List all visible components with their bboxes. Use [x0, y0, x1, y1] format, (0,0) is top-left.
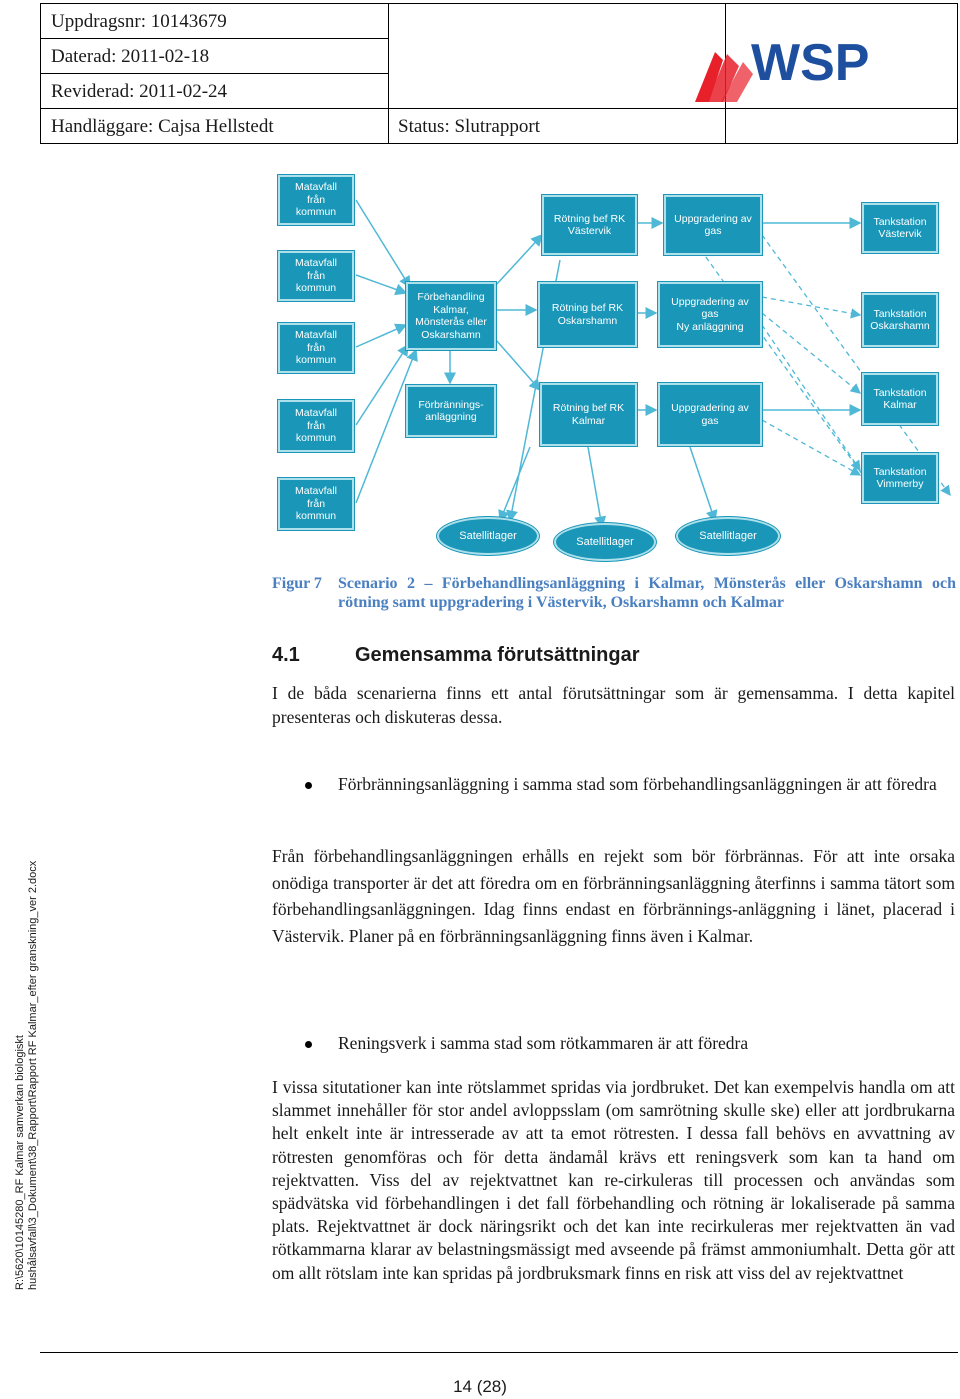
assignment-number: Uppdragsnr: 10143679	[51, 11, 227, 32]
handler-field: Handläggare: Cajsa Hellstedt	[51, 116, 274, 137]
footer-divider	[40, 1352, 958, 1353]
box-matavfall-1: Matavfall från kommun	[278, 175, 354, 225]
status-field: Status: Slutrapport	[398, 116, 540, 137]
wsp-logo	[693, 30, 913, 110]
ellipse-satellitlager-3: Satellitlager	[676, 517, 780, 555]
bullet-icon	[305, 782, 312, 789]
svg-text:WSP: WSP	[751, 34, 870, 92]
file-path-line-2: hushålsavfall\3_Dokument\38_Rapport\Rapport RF Kalmar_efter granskning_ver 2.docx	[27, 860, 39, 1290]
page-number: 14 (28)	[453, 1377, 507, 1396]
paragraph-1: Från förbehandlingsanläggningen erhålls en rejekt som bör förbrännas. För att inte orsaka onödiga transporter är det att föredra om en förbränningsanläggning återfinns i samma tätort som förbehandlingsanläggningen. Idag finns endast en förbrännings-anläggning i länet, placerad i Västervik. Planer på en förbränningsanläggning finns även i Kalmar.	[272, 846, 955, 947]
file-path-margin	[14, 850, 40, 1290]
date-field: Daterad: 2011-02-18	[51, 46, 210, 67]
box-forbehandling: Förbehandling Kalmar, Mönsterås eller Oskarshamn	[406, 282, 496, 350]
box-matavfall-3: Matavfall från kommun	[278, 323, 354, 373]
section-number: 4.1	[272, 644, 300, 666]
section-title: Gemensamma förutsättningar	[355, 644, 640, 666]
box-uppgradering-1: Uppgradering av gas	[664, 195, 762, 255]
divider	[41, 38, 388, 39]
divider	[388, 4, 389, 143]
caption-text: Scenario 2 – Förbehandlingsanläggning i Kalmar, Mönsterås eller Oskarshamn och rötning samt uppgradering i Västervik, Oskarshamn och Kalmar	[338, 575, 956, 611]
bullet-icon	[305, 1041, 312, 1048]
divider	[41, 73, 388, 74]
ellipse-satellitlager-1: Satellitlager	[437, 517, 539, 555]
box-matavfall-4: Matavfall från kommun	[278, 400, 354, 452]
ellipse-satellitlager-2: Satellitlager	[554, 523, 656, 561]
box-uppgradering-3: Uppgradering av gas	[658, 383, 762, 446]
caption-label: Figur 7	[272, 575, 322, 592]
box-matavfall-5: Matavfall från kommun	[278, 478, 354, 530]
box-uppgradering-2: Uppgradering av gas Ny anläggning	[658, 282, 762, 347]
box-matavfall-2: Matavfall från kommun	[278, 251, 354, 301]
box-tank-oskarshamn: Tankstation Oskarshamn	[862, 293, 938, 347]
box-tank-vastervik: Tankstation Västervik	[862, 203, 938, 253]
file-path-line-1: R:\5620\10145280_RF Kalmar samverkan biologiskt	[14, 1035, 26, 1290]
bullet-item-1: Förbränningsanläggning i samma stad som förbehandlingsanläggningen är att föredra	[338, 774, 937, 794]
revised-field: Reviderad: 2011-02-24	[51, 81, 228, 102]
box-rotning-oskarshamn: Rötning bef RK Oskarshamn	[538, 282, 637, 347]
box-tank-kalmar: Tankstation Kalmar	[862, 373, 938, 425]
box-rotning-vastervik: Rötning bef RK Västervik	[542, 195, 637, 255]
box-tank-vimmerby: Tankstation Vimmerby	[862, 453, 938, 503]
bullet-item-2: Reningsverk i samma stad som rötkammaren är att föredra	[338, 1033, 749, 1053]
paragraph-2: I vissa situtationer kan inte rötslammet spridas via jordbruket. Det kan exempelvis handla om att slammet innehåller för stor andel avloppsslam (om samrötning skulle ske) eller att jordbrukarna helt enkelt inte är intresserade av att ta emot rötresten. I dessa fall behövs en avvattning av rötresten genomföras och för detta ändamål krävs ett reningsverk som kan ta hand om rejektvatten. Viss del av rejektvattnet kan re-cirkuleras till processen och användas som spädvätska vid förbehandlingen i det fall förbehandling och rötning är lokaliserade på samma plats. Rejektvattnet är dock näringsrikt och det kan inte recirkuleras mer rejektvatten än vad rötkammarna klarar av belastningsmässigt med avseende på främst ammoniumhalt. Detta gör att om allt rötslam inte kan spridas på jordbruksmark finns en risk att viss del av rejektvattnet	[272, 1077, 955, 1283]
box-rotning-kalmar: Rötning bef RK Kalmar	[540, 383, 637, 446]
box-forbranning: Förbrännings- anläggning	[406, 385, 496, 437]
flow-diagram	[270, 165, 955, 565]
intro-paragraph: I de båda scenarierna finns ett antal förutsättningar som är gemensamma. I detta kapitel presenteras och diskuteras dessa.	[272, 683, 955, 727]
